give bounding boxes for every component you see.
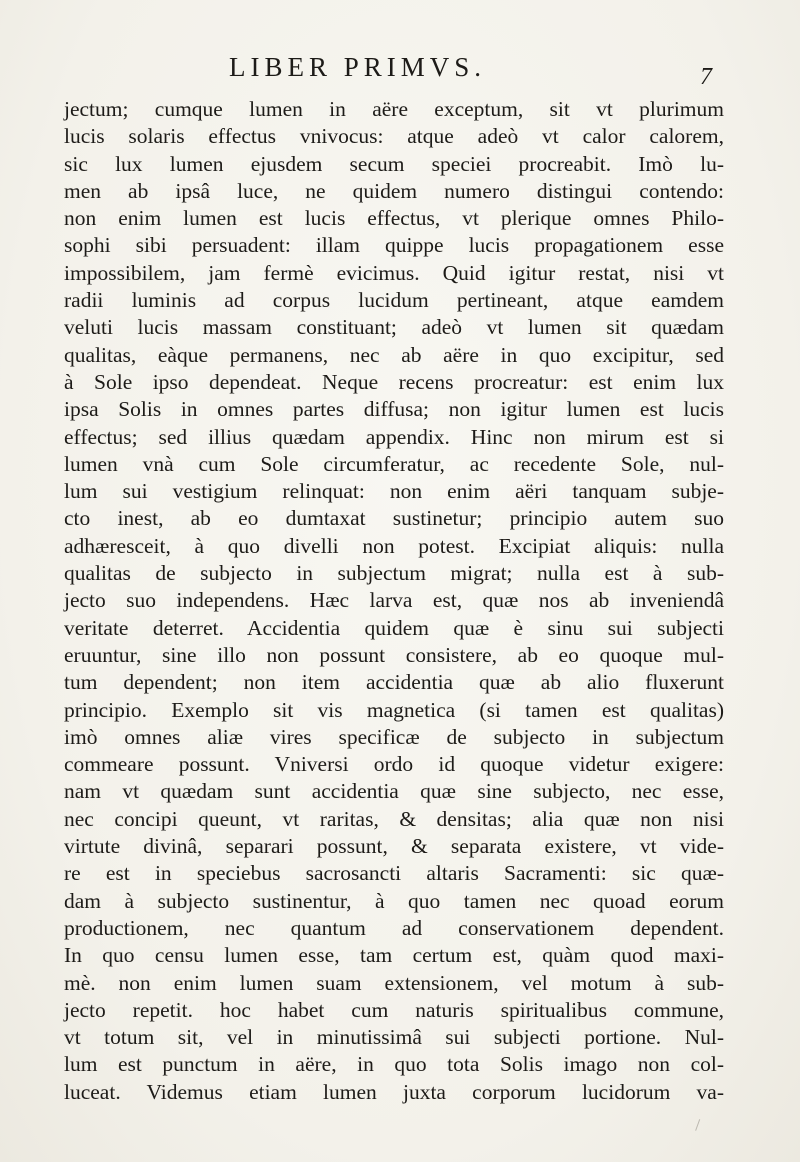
text-line: impossibilem, jam fermè evicimus. Quid igitur restat, nisi vt — [64, 260, 724, 285]
text-line: In quo censu lumen esse, tam certum est, quàm quod maxi- — [64, 943, 724, 968]
text-line: principio. Exemplo sit vis magnetica (si tamen est qualitas) — [64, 697, 724, 722]
text-line: jecto repetit. hoc habet cum naturis spiritualibus commune, — [64, 997, 724, 1022]
text-line: non enim lumen est lucis effectus, vt plerique omnes Philo- — [64, 206, 724, 231]
text-line: sophi sibi persuadent: illam quippe lucis propagationem esse — [64, 233, 724, 258]
text-line: lum sui vestigium relinquat: non enim aëri tanquam subje- — [64, 479, 724, 504]
text-line: vt totum sit, vel in minutissimâ sui subjecti portione. Nul- — [64, 1025, 724, 1050]
text-line: effectus; sed illius quædam appendix. Hinc non mirum est si — [64, 424, 724, 449]
text-line: men ab ipsâ luce, ne quidem numero distingui contendo: — [64, 178, 724, 203]
text-line: veluti lucis massam constituant; adeò vt lumen sit quædam — [64, 315, 724, 340]
text-line: veritate deterret. Accidentia quidem quæ è sinu sui subjecti — [64, 615, 724, 640]
text-line: jectum; cumque lumen in aëre exceptum, sit vt plurimum — [64, 97, 724, 121]
text-line: lucis solaris effectus vnivocus: atque adeò vt calor calorem, — [64, 124, 724, 149]
text-line: tum dependent; non item accidentia quæ ab alio fluxerunt — [64, 670, 724, 695]
text-line: nam vt quædam sunt accidentia quæ sine subjecto, nec esse, — [64, 779, 724, 804]
text-line: à Sole ipso dependeat. Neque recens procreatur: est enim lux — [64, 369, 724, 394]
text-line: nec concipi queunt, vt raritas, & densitas; alia quæ non nisi — [64, 806, 724, 831]
text-line: commeare possunt. Vniversi ordo id quoque videtur exigere: — [64, 752, 724, 777]
text-line: radii luminis ad corpus lucidum pertineant, atque eamdem — [64, 288, 724, 313]
text-line: imò omnes aliæ vires specificæ de subjecto in subjectum — [64, 724, 724, 749]
text-line: virtute divinâ, separari possunt, & separata existere, vt vide- — [64, 834, 724, 859]
text-line: re est in speciebus sacrosancti altaris Sacramenti: sic quæ- — [64, 861, 724, 886]
running-head: LIBER PRIMVS. — [229, 52, 487, 82]
text-line: qualitas de subjecto in subjectum migrat; nulla est à sub- — [64, 561, 724, 586]
text-line: adhæresceit, à quo divelli non potest. Excipiat aliquis: nulla — [64, 533, 724, 558]
text-line: mè. non enim lumen suam extensionem, vel motum à sub- — [64, 970, 724, 995]
text-line: cto inest, ab eo dumtaxat sustinetur; principio autem suo — [64, 506, 724, 531]
margin-mark — [695, 1119, 706, 1133]
text-line: luceat. Videmus etiam lumen juxta corporum lucidorum va- — [64, 1079, 724, 1104]
text-line: eruuntur, sine illo non possunt consistere, ab eo quoque mul- — [64, 642, 724, 667]
page-number: 7 — [700, 64, 712, 90]
body-text — [64, 96, 724, 1106]
page-header — [64, 52, 714, 88]
text-line: dam à subjecto sustinentur, à quo tamen nec quoad eorum — [64, 888, 724, 913]
text-line: lumen vnà cum Sole circumferatur, ac recedente Sole, nul- — [64, 451, 724, 476]
text-line: productionem, nec quantum ad conservationem dependent. — [64, 915, 724, 940]
text-line: ipsa Solis in omnes partes diffusa; non igitur lumen est lucis — [64, 397, 724, 422]
text-line: sic lux lumen ejusdem secum speciei procreabit. Imò lu- — [64, 151, 724, 176]
text-line: jecto suo independens. Hæc larva est, quæ nos ab inveniendâ — [64, 588, 724, 613]
text-line: qualitas, eàque permanens, nec ab aëre in quo excipitur, sed — [64, 342, 724, 367]
text-line: lum est punctum in aëre, in quo tota Solis imago non col- — [64, 1052, 724, 1077]
